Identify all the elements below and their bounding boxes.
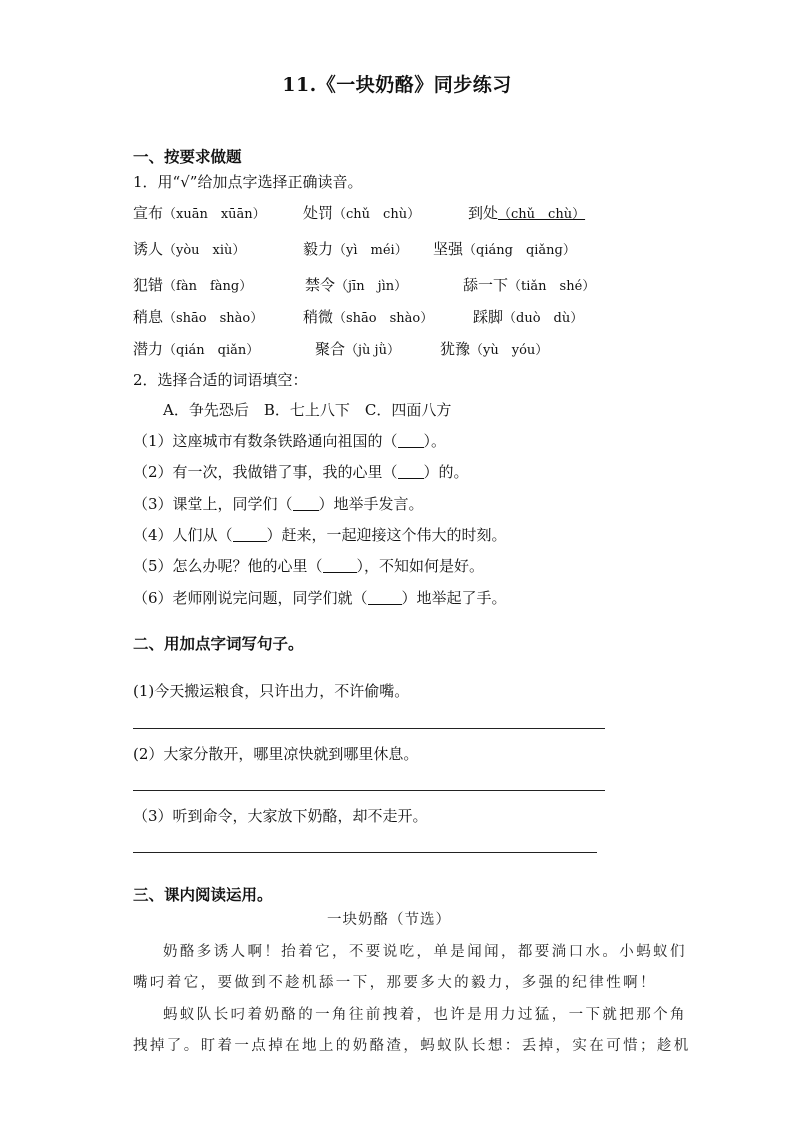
fill-blank[interactable] (293, 496, 319, 511)
fill-item-text: （5）怎么办呢？他的心里（ (133, 557, 323, 575)
pinyin-word: 毅力 (303, 240, 334, 258)
fill-item-text: ）赶来，一起迎接这个伟大的时刻。 (266, 526, 507, 544)
pinyin-word: 舔一下 (463, 276, 509, 294)
pinyin-word: 聚合 (315, 340, 346, 358)
answer-line-1[interactable] (133, 728, 605, 729)
pinyin-options: （qiáng qiǎnɡ） (463, 243, 576, 258)
pinyin-options: （chǔ chù） (498, 207, 586, 222)
question-1: 1．用“√”给加点字选择正确读音。 (133, 173, 363, 191)
question-2: 2．选择合适的词语填空： (133, 371, 308, 389)
sentence-prompt-1: (1)今天搬运粮食，只许出力，不许偷嘴。 (133, 682, 410, 700)
fill-item-text: ）的。 (423, 463, 469, 481)
answer-line-2[interactable] (133, 790, 605, 791)
section3-heading: 三、课内阅读运用。 (133, 885, 273, 904)
pinyin-item[interactable] (303, 306, 433, 327)
pinyin-word: 宣布 (133, 204, 164, 222)
fill-item (133, 555, 484, 576)
pinyin-item[interactable] (463, 274, 595, 295)
pinyin-item[interactable] (303, 202, 420, 223)
pinyin-item[interactable] (133, 202, 266, 223)
pinyin-item[interactable] (433, 238, 576, 259)
pinyin-item[interactable] (305, 274, 407, 295)
pinyin-word: 潜力 (133, 340, 164, 358)
pinyin-options: （jīn jìn） (335, 279, 408, 294)
pinyin-item[interactable] (133, 306, 263, 327)
pinyin-options: （chǔ chù） (333, 207, 421, 222)
fill-item (133, 493, 424, 514)
pinyin-word: 踩脚 (473, 308, 504, 326)
pinyin-item[interactable] (473, 306, 583, 327)
pinyin-options: （duò dù） (503, 311, 584, 326)
sentence-prompt-3: （3）听到命令，大家放下奶酪，却不走开。 (133, 807, 428, 825)
pinyin-options: （tiǎn shé） (508, 279, 596, 294)
pinyin-word: 坚强 (433, 240, 464, 258)
pinyin-options: （xuān xūān） (163, 207, 266, 222)
pinyin-word: 处罚 (303, 204, 334, 222)
pinyin-options: （yì méi） (333, 243, 408, 258)
fill-blank[interactable] (368, 590, 402, 605)
pinyin-word: 犯错 (133, 276, 164, 294)
pinyin-word: 到处 (468, 204, 499, 222)
pinyin-item[interactable] (440, 338, 548, 359)
fill-item-text: （2）有一次，我做错了事，我的心里（ (133, 463, 398, 481)
pinyin-word: 诱人 (133, 240, 164, 258)
pinyin-word: 稍息 (133, 308, 164, 326)
page-title: 11.《一块奶酪》同步练习 (282, 74, 512, 96)
fill-blank[interactable] (233, 527, 267, 542)
pinyin-word: 犹豫 (440, 340, 471, 358)
pinyin-word: 稍微 (303, 308, 334, 326)
fill-blank[interactable] (323, 558, 357, 573)
pinyin-options: （yù yóu） (470, 343, 549, 358)
fill-item (133, 524, 507, 545)
section2-heading: 二、用加点字词写句子。 (133, 634, 304, 653)
pinyin-word: 禁令 (305, 276, 336, 294)
fill-item-text: ）地举手发言。 (318, 495, 424, 513)
fill-blank[interactable] (398, 433, 424, 448)
pinyin-item[interactable] (133, 338, 259, 359)
pinyin-item[interactable] (133, 274, 252, 295)
fill-blank[interactable] (398, 464, 424, 479)
fill-item-text: ）地举起了手。 (401, 589, 507, 607)
word-choices: A．争先恐后 B．七上八下 C．四面八方 (163, 401, 452, 419)
fill-item-text: （4）人们从（ (133, 526, 233, 544)
section1-heading: 一、按要求做题 (133, 147, 242, 166)
pinyin-options: （shāo shào） (333, 311, 434, 326)
pinyin-options: （qián qiǎn） (163, 343, 260, 358)
fill-item-text: （6）老师刚说完问题，同学们就（ (133, 589, 368, 607)
answer-line-3[interactable] (133, 852, 597, 853)
passage-line-2: 嘴叼着它，要做到不趁机舔一下，那要多大的毅力，多强的纪律性啊！ (133, 975, 657, 991)
fill-item-text: （3）课堂上，同学们（ (133, 495, 293, 513)
pinyin-item[interactable] (303, 238, 408, 259)
passage-line-1: 奶酪多诱人啊！抬着它，不要说吃，单是闻闻，都要淌口水。小蚂蚁们 (163, 944, 687, 960)
pinyin-options: （yòu xiù） (163, 243, 246, 258)
fill-item (133, 461, 469, 482)
pinyin-item[interactable] (133, 238, 245, 259)
fill-item-text: ），不知如何是好。 (356, 557, 485, 575)
passage-line-4: 拽掉了。盯着一点掉在地上的奶酪渣，蚂蚁队长想：丢掉，实在可惜；趁机 (133, 1038, 691, 1054)
fill-item-text: （1）这座城市有数条铁路通向祖国的（ (133, 432, 398, 450)
sentence-prompt-2: (2）大家分散开，哪里凉快就到哪里休息。 (133, 745, 419, 763)
fill-item-text: ）。 (423, 432, 447, 450)
passage-line-3: 蚂蚁队长叼着奶酪的一角往前拽着，也许是用力过猛，一下就把那个角 (163, 1007, 687, 1023)
pinyin-options: （shāo shào） (163, 311, 264, 326)
passage-title: 一块奶酪（节选） (327, 912, 451, 928)
pinyin-item[interactable] (468, 202, 585, 223)
pinyin-options: （jù jǜ） (345, 343, 400, 358)
fill-item (133, 587, 507, 608)
fill-item (133, 430, 446, 451)
pinyin-options: （fàn fàng） (163, 279, 253, 294)
pinyin-item[interactable] (315, 338, 400, 359)
